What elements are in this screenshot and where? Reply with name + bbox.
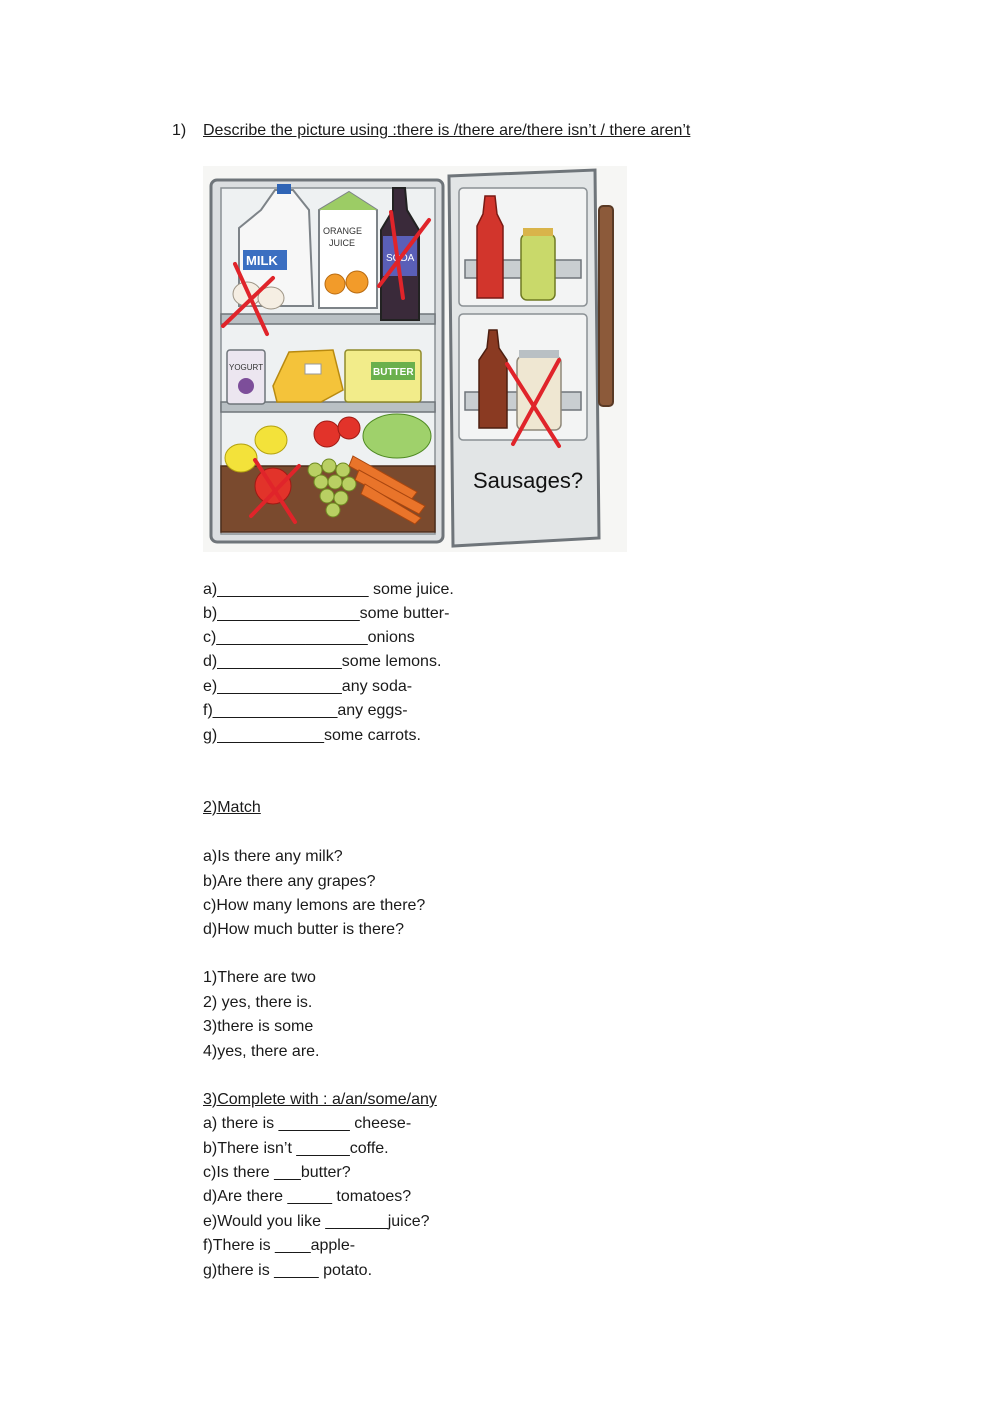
match-answer-1: 1)There are two — [203, 969, 316, 986]
question-1-number: 1) — [172, 122, 187, 139]
exercise1-item-g: g)____________some carrots. — [203, 727, 421, 744]
match-answer-4: 4)yes, there are. — [203, 1043, 320, 1060]
question-2-title: 2)Match — [203, 799, 261, 816]
exercise3-item-f: f)There is ____apple- — [203, 1237, 356, 1254]
exercise1-item-a: a)_________________ some juice. — [203, 581, 454, 598]
pickle-jar — [521, 234, 555, 300]
match-question-b: b)Are there any grapes? — [203, 873, 376, 890]
exercise3-item-c: c)Is there ___butter? — [203, 1164, 351, 1181]
question-1-title: Describe the picture using :there is /there are/there isn’t / there aren’t — [203, 122, 691, 139]
orange-juice-label-1: ORANGE — [323, 226, 363, 236]
exercise1-item-b: b)________________some butter- — [203, 605, 450, 622]
yogurt-label: YOGURT — [229, 363, 264, 372]
butter-label: BUTTER — [373, 367, 414, 378]
match-answer-3: 3)there is some — [203, 1018, 314, 1035]
exercise3-item-b: b)There isn’t ______coffe. — [203, 1140, 389, 1157]
sausages-label: Sausages? — [473, 468, 584, 493]
question-3-title: 3)Complete with : a/an/some/any — [203, 1091, 437, 1108]
exercise3-item-g: g)there is _____ potato. — [203, 1262, 373, 1279]
fridge-picture — [203, 166, 627, 552]
exercise1-item-d: d)______________some lemons. — [203, 653, 442, 670]
lettuce — [363, 414, 431, 458]
exercise1-item-f: f)______________any eggs- — [203, 702, 408, 719]
yogurt-cup — [227, 350, 265, 404]
exercise1-item-e: e)______________any soda- — [203, 678, 413, 695]
exercise3-item-d: d)Are there _____ tomatoes? — [203, 1188, 412, 1205]
door-handle — [599, 206, 613, 406]
match-question-c: c)How many lemons are there? — [203, 897, 426, 914]
match-answer-2: 2) yes, there is. — [203, 994, 313, 1011]
exercise3-item-e: e)Would you like _______juice? — [203, 1213, 430, 1230]
milk-label: MILK — [246, 253, 278, 268]
match-question-a: a)Is there any milk? — [203, 848, 343, 865]
soda-label: SODA — [386, 253, 415, 264]
exercise1-item-c: c)_________________onions — [203, 629, 415, 646]
exercise3-item-a: a) there is ________ cheese- — [203, 1115, 412, 1132]
orange-juice-label-2: JUICE — [329, 238, 356, 248]
lemon — [225, 444, 257, 472]
match-question-d: d)How much butter is there? — [203, 921, 404, 938]
